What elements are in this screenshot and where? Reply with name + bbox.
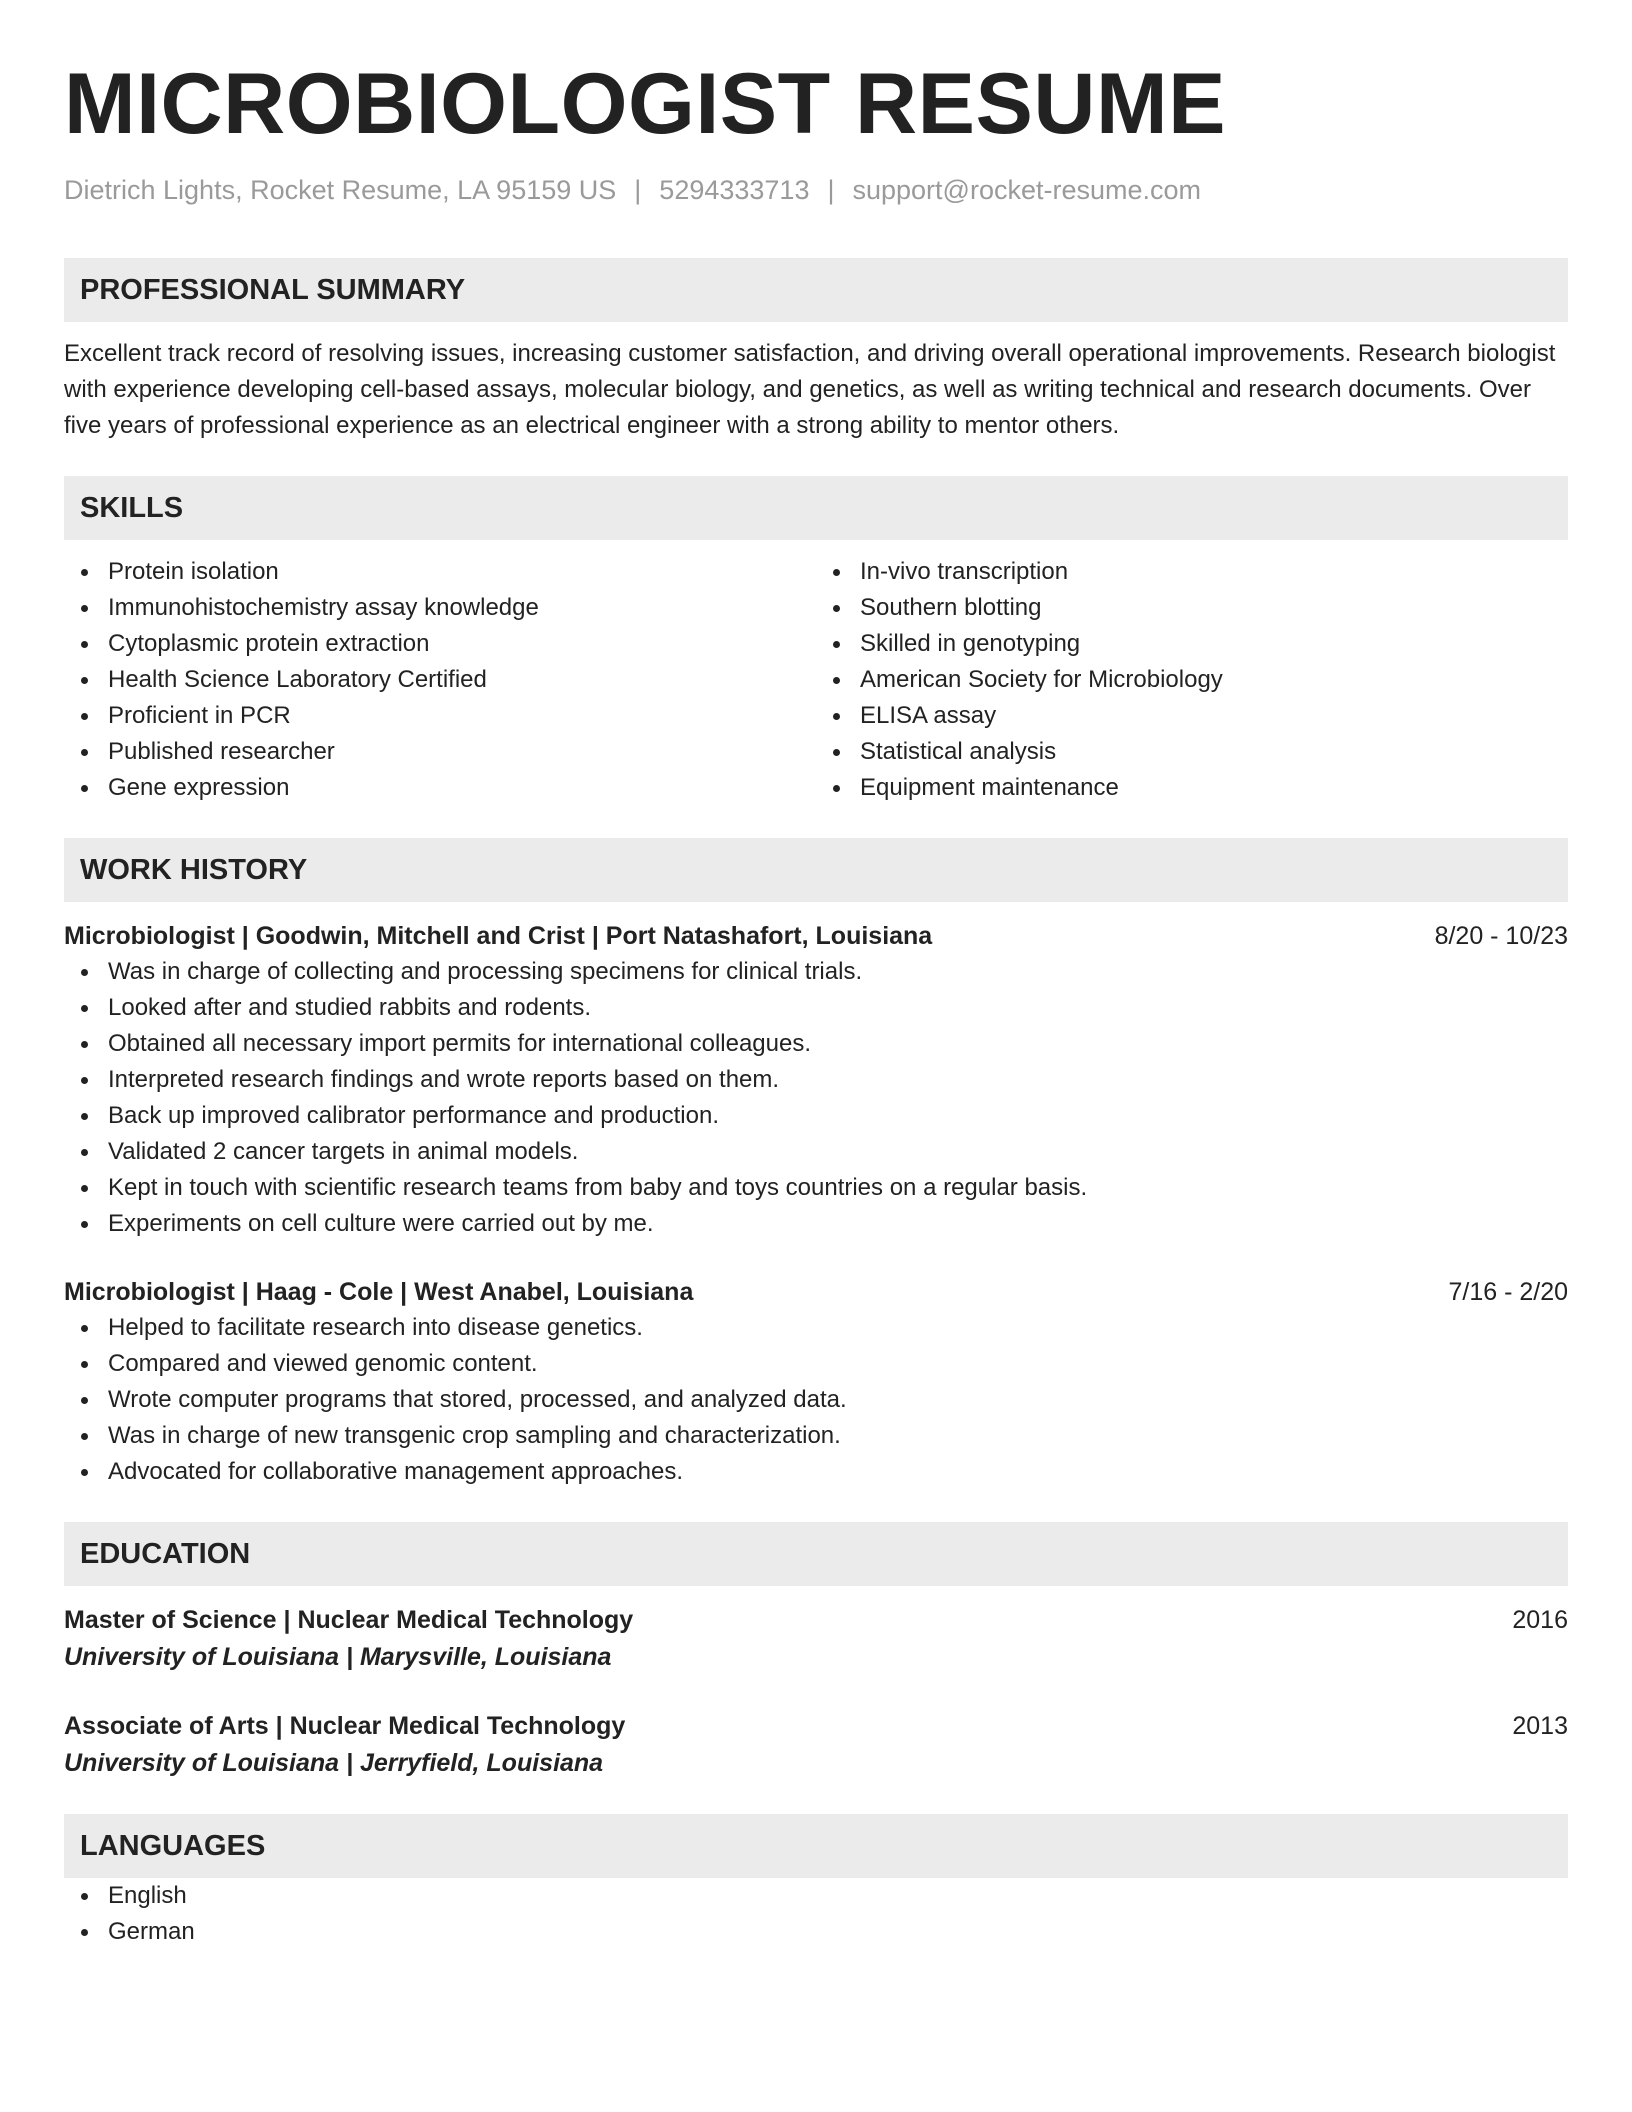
job-dates: 7/16 - 2/20 <box>1448 1278 1568 1306</box>
summary-heading: PROFESSIONAL SUMMARY <box>64 258 1568 322</box>
job-duty: Looked after and studied rabbits and rodents. <box>64 990 1568 1026</box>
graduation-year: 2016 <box>1512 1606 1568 1634</box>
job-header <box>64 1274 1568 1310</box>
job-dates: 8/20 - 10/23 <box>1434 922 1568 950</box>
skill-item: Gene expression <box>64 770 816 806</box>
job-duty: Was in charge of collecting and processing specimens for clinical trials. <box>64 954 1568 990</box>
skill-item: ELISA assay <box>816 698 1568 734</box>
resume-title: MICROBIOLOGIST RESUME <box>64 56 1226 152</box>
language-item: English <box>64 1878 1568 1914</box>
skill-item: Immunohistochemistry assay knowledge <box>64 590 816 626</box>
skill-item: Skilled in genotyping <box>816 626 1568 662</box>
skill-item: In-vivo transcription <box>816 554 1568 590</box>
job-title: Microbiologist | Goodwin, Mitchell and Crist | Port Natashafort, Louisiana <box>64 922 933 950</box>
job-duty: Advocated for collaborative management approaches. <box>64 1454 1568 1490</box>
skill-item: Protein isolation <box>64 554 816 590</box>
education-entry <box>64 1602 1568 1676</box>
contact-separator: | <box>827 175 835 205</box>
contact-phone: 5294333713 <box>659 175 810 205</box>
language-item: German <box>64 1914 1568 1950</box>
skills-heading: SKILLS <box>64 476 1568 540</box>
job-duty: Was in charge of new transgenic crop sampling and characterization. <box>64 1418 1568 1454</box>
job-title: Microbiologist | Haag - Cole | West Anabel, Louisiana <box>64 1278 694 1306</box>
skills-column-left <box>64 554 816 806</box>
skills-column-right <box>816 554 1568 806</box>
contact-address: Dietrich Lights, Rocket Resume, LA 95159 US <box>64 175 617 205</box>
degree-title: Associate of Arts | Nuclear Medical Technology <box>64 1712 626 1740</box>
job-duty: Helped to facilitate research into disease genetics. <box>64 1310 1568 1346</box>
languages-heading: LANGUAGES <box>64 1814 1568 1878</box>
job-duties-list <box>64 954 1568 1242</box>
job-duty: Obtained all necessary import permits for international colleagues. <box>64 1026 1568 1062</box>
education-heading: EDUCATION <box>64 1522 1568 1586</box>
education-header <box>64 1602 1568 1638</box>
contact-line <box>64 172 1568 208</box>
skill-item: Cytoplasmic protein extraction <box>64 626 816 662</box>
job-duty: Interpreted research findings and wrote reports based on them. <box>64 1062 1568 1098</box>
languages-list <box>64 1878 1568 1950</box>
skill-item: Proficient in PCR <box>64 698 816 734</box>
skill-item: Published researcher <box>64 734 816 770</box>
contact-email: support@rocket-resume.com <box>852 175 1202 205</box>
job-header <box>64 918 1568 954</box>
skill-item: Southern blotting <box>816 590 1568 626</box>
school-name: University of Louisiana | Jerryfield, Louisiana <box>64 1749 604 1777</box>
job-duty: Experiments on cell culture were carried out by me. <box>64 1206 1568 1242</box>
degree-title: Master of Science | Nuclear Medical Technology <box>64 1606 634 1634</box>
skill-item: Statistical analysis <box>816 734 1568 770</box>
skill-item: Equipment maintenance <box>816 770 1568 806</box>
job-duty: Wrote computer programs that stored, processed, and analyzed data. <box>64 1382 1568 1418</box>
skill-item: Health Science Laboratory Certified <box>64 662 816 698</box>
education-entry <box>64 1708 1568 1782</box>
summary-text: Excellent track record of resolving issues, increasing customer satisfaction, and driving overall operational improvements. Research biologist with experience developing cell-based assays, molecular biology, and genetics, as well as writing technical and research documents. Over five years of professional experience as an electrical engineer with a strong ability to mentor others. <box>64 340 1556 439</box>
job-duty: Back up improved calibrator performance and production. <box>64 1098 1568 1134</box>
job-duty: Kept in touch with scientific research teams from baby and toys countries on a regular basis. <box>64 1170 1568 1206</box>
skill-item: American Society for Microbiology <box>816 662 1568 698</box>
work-history-heading: WORK HISTORY <box>64 838 1568 902</box>
skills-list <box>64 554 1568 806</box>
contact-separator: | <box>634 175 642 205</box>
graduation-year: 2013 <box>1512 1712 1568 1740</box>
job-duties-list <box>64 1310 1568 1490</box>
education-header <box>64 1708 1568 1744</box>
school-name: University of Louisiana | Marysville, Louisiana <box>64 1643 612 1671</box>
job-duty: Validated 2 cancer targets in animal models. <box>64 1134 1568 1170</box>
job-duty: Compared and viewed genomic content. <box>64 1346 1568 1382</box>
